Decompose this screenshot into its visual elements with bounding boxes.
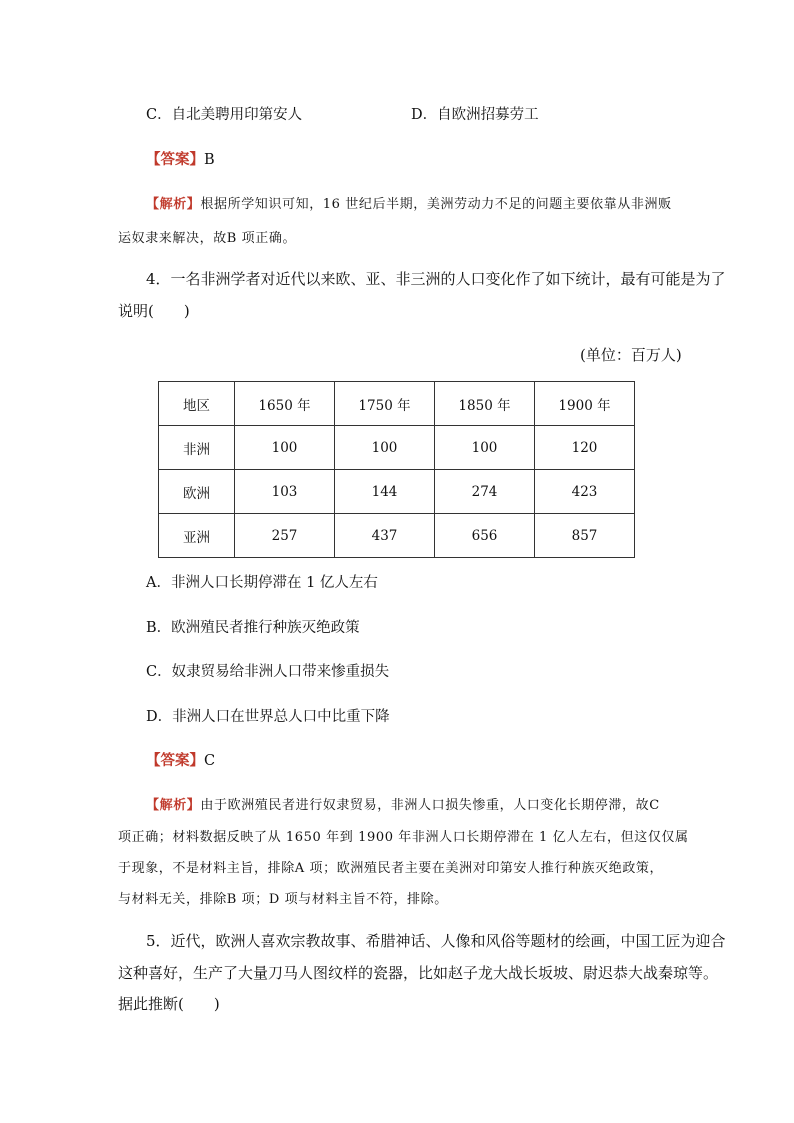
table-cell: 103 xyxy=(235,470,335,514)
table-cell: 欧洲 xyxy=(159,470,235,514)
table-row xyxy=(159,514,635,558)
explanation-line-2: 项正确；材料数据反映了从 1650 年到 1900 年非洲人口长期停滞在 1 亿人左右，但这仅仅属 xyxy=(118,830,689,845)
table-row xyxy=(159,426,635,470)
question-5-stem-line-1: 5．近代，欧洲人喜欢宗教故事、希腊神话、人像和风俗等题材的绘画，中国工匠为迎合 xyxy=(146,932,726,950)
table-header-cell: 1900 年 xyxy=(535,382,635,426)
table-header-row xyxy=(159,382,635,426)
option-c: C．自北美聘用印第安人 xyxy=(146,107,303,123)
table-row xyxy=(159,470,635,514)
table-header-cell: 1750 年 xyxy=(335,382,435,426)
explanation-line-1 xyxy=(146,794,660,813)
table-cell: 423 xyxy=(535,470,635,514)
explanation-text: 由于欧洲殖民者进行奴隶贸易，非洲人口损失惨重，人口变化长期停滞，故C xyxy=(200,798,660,813)
option-d: D．非洲人口在世界总人口中比重下降 xyxy=(146,709,390,725)
table-cell: 120 xyxy=(535,426,635,470)
explanation-tag: 【解析】 xyxy=(146,197,201,212)
option-d: D．自欧洲招募劳工 xyxy=(411,107,539,123)
table-cell: 100 xyxy=(335,426,435,470)
answer-tag: 【答案】 xyxy=(146,151,204,168)
question-5-stem-line-2: 这种喜好，生产了大量刀马人图纹样的瓷器，比如赵子龙大战长坂坡、尉迟恭大战秦琼等。 xyxy=(118,964,719,982)
table-cell: 656 xyxy=(435,514,535,558)
option-c: C．奴隶贸易给非洲人口带来惨重损失 xyxy=(146,664,390,680)
table-header-cell: 1650 年 xyxy=(235,382,335,426)
table-cell: 857 xyxy=(535,514,635,558)
answer-value: C xyxy=(204,753,216,769)
table-header-cell: 地区 xyxy=(159,382,235,426)
explanation-line-4: 与材料无关，排除B 项；D 项与材料主旨不符，排除。 xyxy=(118,892,448,907)
table-cell: 100 xyxy=(235,426,335,470)
table-cell: 437 xyxy=(335,514,435,558)
table-cell: 257 xyxy=(235,514,335,558)
explanation-line-2: 运奴隶来解决，故B 项正确。 xyxy=(118,231,297,246)
option-b: B．欧洲殖民者推行种族灭绝政策 xyxy=(146,620,360,636)
explanation-text: 根据所学知识可知，16 世纪后半期，美洲劳动力不足的问题主要依靠从非洲贩 xyxy=(200,197,672,212)
table-cell: 亚洲 xyxy=(159,514,235,558)
answer-line xyxy=(146,749,215,770)
question-4-stem-line-2: 说明( ) xyxy=(118,302,190,320)
table-cell: 非洲 xyxy=(159,426,235,470)
answer-tag: 【答案】 xyxy=(146,752,204,769)
question-4-stem-line-1: 4．一名非洲学者对近代以来欧、亚、非三洲的人口变化作了如下统计，最有可能是为了 xyxy=(146,270,726,288)
answer-value: B xyxy=(204,152,215,168)
explanation-line-1 xyxy=(146,193,672,212)
explanation-tag: 【解析】 xyxy=(146,798,201,813)
table-cell: 274 xyxy=(435,470,535,514)
answer-line xyxy=(146,148,215,169)
table-cell: 100 xyxy=(435,426,535,470)
explanation-line-3: 于现象，不是材料主旨，排除A 项；欧洲殖民者主要在美洲对印第安人推行种族灭绝政策， xyxy=(118,861,664,876)
question-5-stem-line-3: 据此推断( ) xyxy=(118,995,220,1013)
table-header-cell: 1850 年 xyxy=(435,382,535,426)
option-a: A．非洲人口长期停滞在 1 亿人左右 xyxy=(146,575,378,591)
population-table xyxy=(158,381,635,558)
table-unit: (单位：百万人) xyxy=(580,346,682,364)
table-cell: 144 xyxy=(335,470,435,514)
